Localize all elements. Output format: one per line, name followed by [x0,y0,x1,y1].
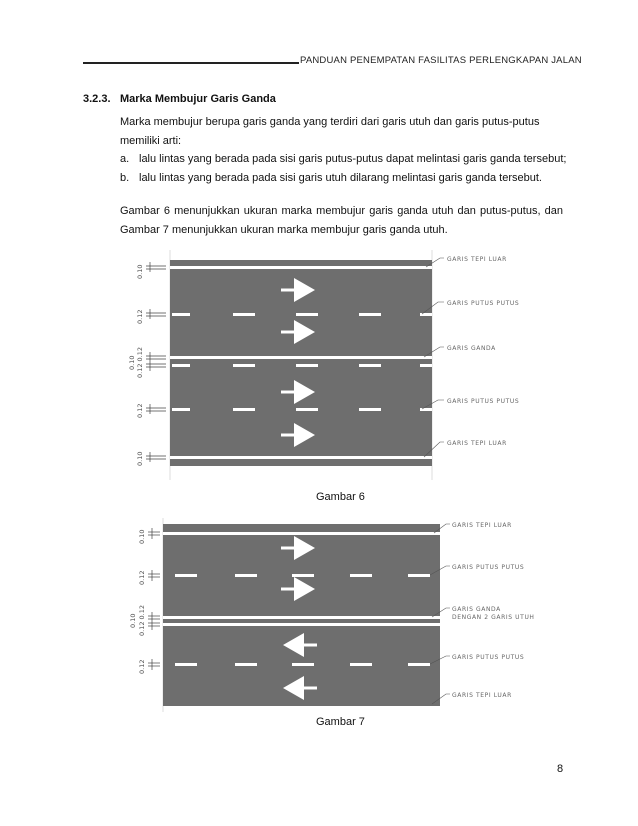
list-marker: b. [120,172,130,184]
figure-7-label: GARIS TEPI LUAR [452,522,512,529]
list-marker: a. [120,153,130,165]
figure-7-dim-label: 0.10 [129,613,137,628]
figure-6-dim-label: 0.10 [136,451,144,466]
figure-7-dim-label: 0.10 [138,529,146,544]
section-number: 3.2.3. [83,93,111,105]
figure-6-dim-label: 0.12 [136,403,144,418]
header-title: PANDUAN PENEMPATAN FASILITAS PERLENGKAPAN JALAN [300,55,582,66]
figure-6-edge-line-bottom [170,456,432,459]
figure-7-edge-line-top [163,532,440,535]
list-text: lalu lintas yang berada pada sisi garis putus-putus dapat melintasi garis ganda tersebut; [139,153,567,165]
figure-6-dimension-ticks [146,262,166,462]
figure-6-label: GARIS TEPI LUAR [447,440,507,447]
figure-7-double-line-solid-2 [163,623,440,626]
figure-6-label: GARIS PUTUS PUTUS [447,398,520,405]
figure-6-dim-label: 0.12 0.12 [136,346,144,378]
figure-6-dim-label: 0.10 [136,264,144,279]
figure-7-dimension-ticks [148,528,160,670]
figure-7-dim-label: 0.12 [138,570,146,585]
figure-7-dim-label: 0.12 [138,659,146,674]
figure-6-label: GARIS PUTUS PUTUS [447,300,520,307]
figure-7-dim-label: 0.12 0.12 [138,604,146,636]
figure-7 [129,518,535,712]
figure-6-double-line-solid [170,356,432,359]
figure-6-edge-line-top [170,266,432,269]
figure-7-double-line-solid-1 [163,616,440,619]
figure-7-label: GARIS PUTUS PUTUS [452,654,525,661]
list-text: lalu lintas yang berada pada sisi garis utuh dilarang melintasi garis ganda tersebut. [139,172,542,184]
figure-7-label: GARIS GANDA [452,606,501,613]
figure-7-road-surface [163,524,440,706]
figure-6-dim-label: 0.10 [128,355,136,370]
intro-paragraph: Marka membujur berupa garis ganda yang terdiri dari garis utuh dan garis putus-putus memiliki arti: [120,116,540,147]
page-number: 8 [557,763,564,775]
figure-6-caption: Gambar 6 [316,491,365,503]
figure-6-label: GARIS TEPI LUAR [447,256,507,263]
figure-7-label: DENGAN 2 GARIS UTUH [452,614,535,621]
figure-7-caption: Gambar 7 [316,716,365,728]
figure-7-label: GARIS PUTUS PUTUS [452,564,525,571]
figure-7-label: GARIS TEPI LUAR [452,692,512,699]
figure-6-dim-label: 0.12 [136,309,144,324]
figure-6-label: GARIS GANDA [447,345,496,352]
figure-6 [128,250,519,480]
section-title: Marka Membujur Garis Ganda [120,93,276,105]
figure-reference-paragraph: Gambar 6 menunjukkan ukuran marka membujur garis ganda utuh dan putus-putus, dan Gambar 7 menunjukkan ukuran marka membujur garis ganda utuh. [120,205,563,236]
